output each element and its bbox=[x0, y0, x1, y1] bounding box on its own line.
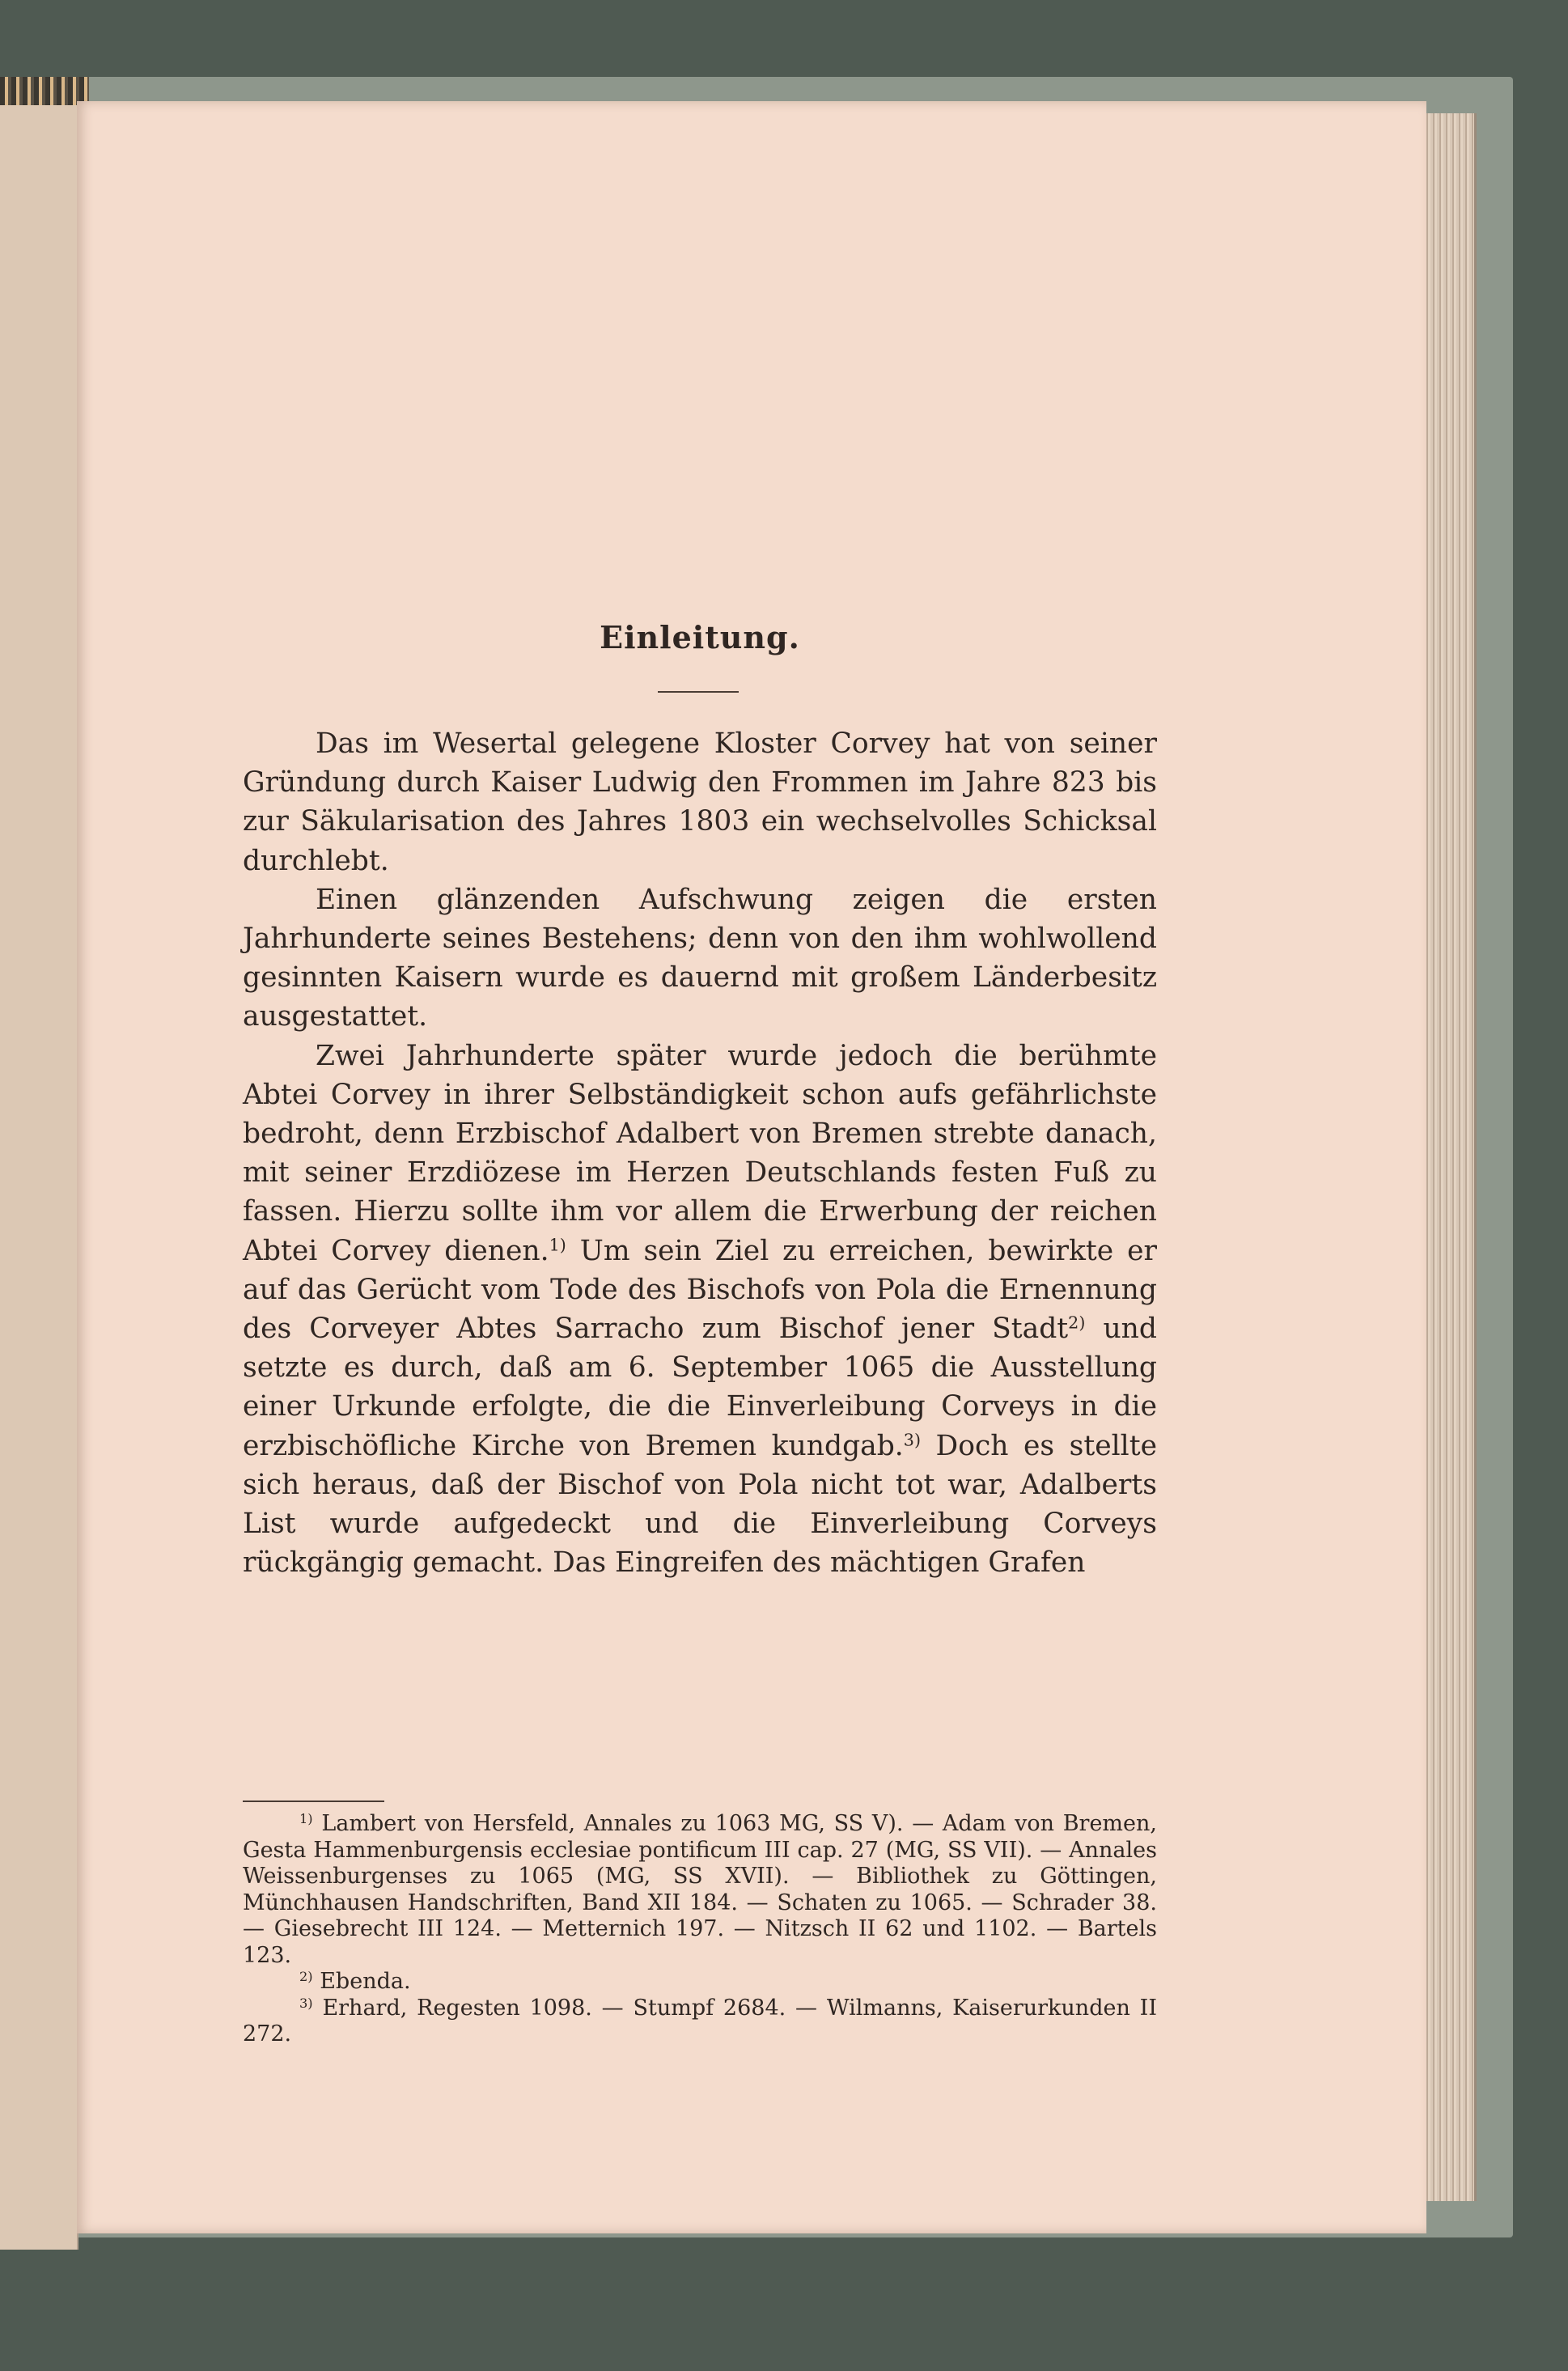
footnotes bbox=[243, 1811, 1157, 2048]
footnote-ref-2: 2) bbox=[1068, 1313, 1086, 1333]
body-text bbox=[243, 724, 1157, 1582]
footnote-mark-2: 2) bbox=[299, 1969, 313, 1985]
footnote-mark-3: 3) bbox=[299, 1995, 313, 2011]
paragraph-3-part-2: Um sein Ziel zu erreichen, bewirkte er auf das Gerücht vom Tode des Bischofs von Pola die Ernennung des Corveyer Abtes Sarracho zum Bischof jener Stadt bbox=[243, 1234, 1157, 1346]
footnote-2 bbox=[243, 1969, 1157, 1996]
left-page-edge bbox=[0, 105, 78, 2250]
footnote-ref-1: 1) bbox=[549, 1235, 566, 1255]
footnote-text-1: Lambert von Hersfeld, Annales zu 1063 MG, SS V). — Adam von Bremen, Gesta Hammenburgensis ecclesiae pontificum III cap. 27 (MG, SS VII). — Annales Weissenburgenses zu 1065 (MG, SS XVII). — Bibliothek zu Göttingen, Münchhausen Handschriften, Band XII 184. — Schaten zu 1065. — Schrader 38. — Giesebrecht III 124. — Metternich 197. — Nitzsch II 62 und 1102. — Bartels 123. bbox=[243, 1811, 1157, 1968]
chapter-title: Einleitung. bbox=[600, 619, 800, 655]
page-stack-edge bbox=[1424, 113, 1477, 2201]
paragraph-2: Einen glänzenden Aufschwung zeigen die ersten Jahrhunderte seines Bestehens; denn von den ihm wohlwollend gesinnten Kaisern wurde es dauernd mit großem Länderbesitz ausgestattet. bbox=[243, 883, 1157, 1033]
footnote-text-3: Erhard, Regesten 1098. — Stumpf 2684. — Wilmanns, Kaiserurkunden II 272. bbox=[243, 1995, 1157, 2047]
footnote-rule bbox=[243, 1801, 384, 1802]
book-page bbox=[77, 101, 1426, 2233]
paragraph-3-part-1: Zwei Jahrhunderte später wurde jedoch die berühmte Abtei Corvey in ihrer Selbständigkeit schon aufs gefährlichste bedroht, denn Erzbischof Adalbert von Bremen strebte danach, mit seiner Erzdiözese im Herzen Deutschlands festen Fuß zu fassen. Hierzu sollte ihm vor allem die Erwerbung der reichen Abtei Corvey dienen. bbox=[243, 1039, 1157, 1267]
paragraph-1: Das im Wesertal gelegene Kloster Corvey hat von seiner Gründung durch Kaiser Ludwig den Frommen im Jahre 823 bis zur Säkularisation des Jahres 1803 ein wechselvolles Schicksal durchlebt. bbox=[243, 727, 1157, 877]
left-page-headband bbox=[0, 77, 89, 108]
paragraph-3-part-3: und setzte es durch, daß am 6. September 1065 die Ausstellung einer Urkunde erfolgte, die die Einverleibung Corveys in die erzbischöfliche Kirche von Bremen kundgab. bbox=[243, 1313, 1157, 1462]
footnote-3 bbox=[243, 1996, 1157, 2048]
footnote-1 bbox=[243, 1811, 1157, 1969]
footnote-ref-3: 3) bbox=[903, 1430, 922, 1450]
paragraph-3 bbox=[243, 1037, 1157, 1583]
title-rule bbox=[658, 691, 739, 693]
paragraph-3-part-4: Doch es stellte sich heraus, daß der Bischof von Pola nicht tot war, Adalberts List wurde aufgedeckt und die Einverleibung Corveys rückgängig gemacht. Das Eingreifen des mächtigen Grafen bbox=[243, 1429, 1157, 1580]
footnote-mark-1: 1) bbox=[299, 1811, 313, 1827]
footnote-text-2: Ebenda. bbox=[320, 1969, 411, 1994]
